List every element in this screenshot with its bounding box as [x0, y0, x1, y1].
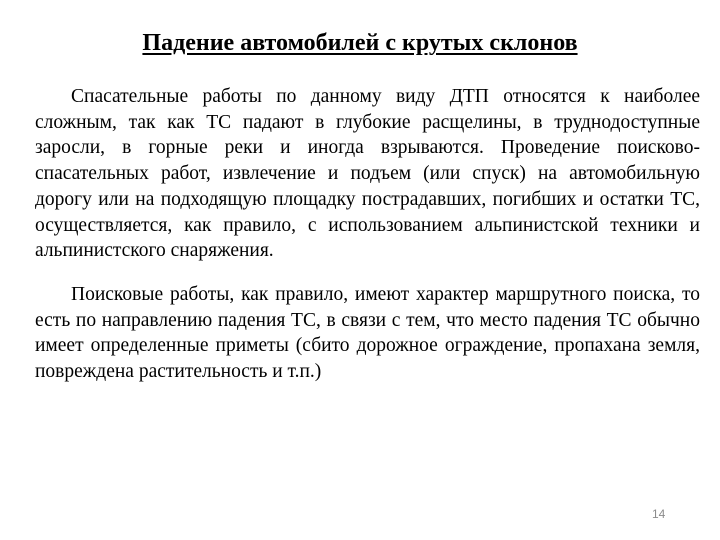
slide-body — [35, 84, 700, 385]
paragraph-rescue-operations: Спасательные работы по данному виду ДТП относятся к наиболее сложным, так как ТС падают в глубокие расщелины, в труднодоступные заросли, в горные реки и иногда взрываются. Проведение поисково-спасательных работ, извлечение и подъем (или спуск) на автомобильную дорогу или на подходящую площадку пострадавших, погибших и остатки ТС, осуществляется, как правило, с использованием альпинистской техники и альпинистского снаряжения. — [35, 86, 700, 262]
paragraph-search-operations: Поисковые работы, как правило, имеют характер маршрутного поиска, то есть по направлению падения ТС, в связи с тем, что место падения ТС обычно имеет определенные приметы (сбито дорожное ограждение, пропахана земля, повреждена растительность и т.п.) — [35, 283, 700, 383]
slide-title: Падение автомобилей с крутых склонов — [142, 30, 578, 56]
page-number: 14 — [652, 507, 666, 521]
